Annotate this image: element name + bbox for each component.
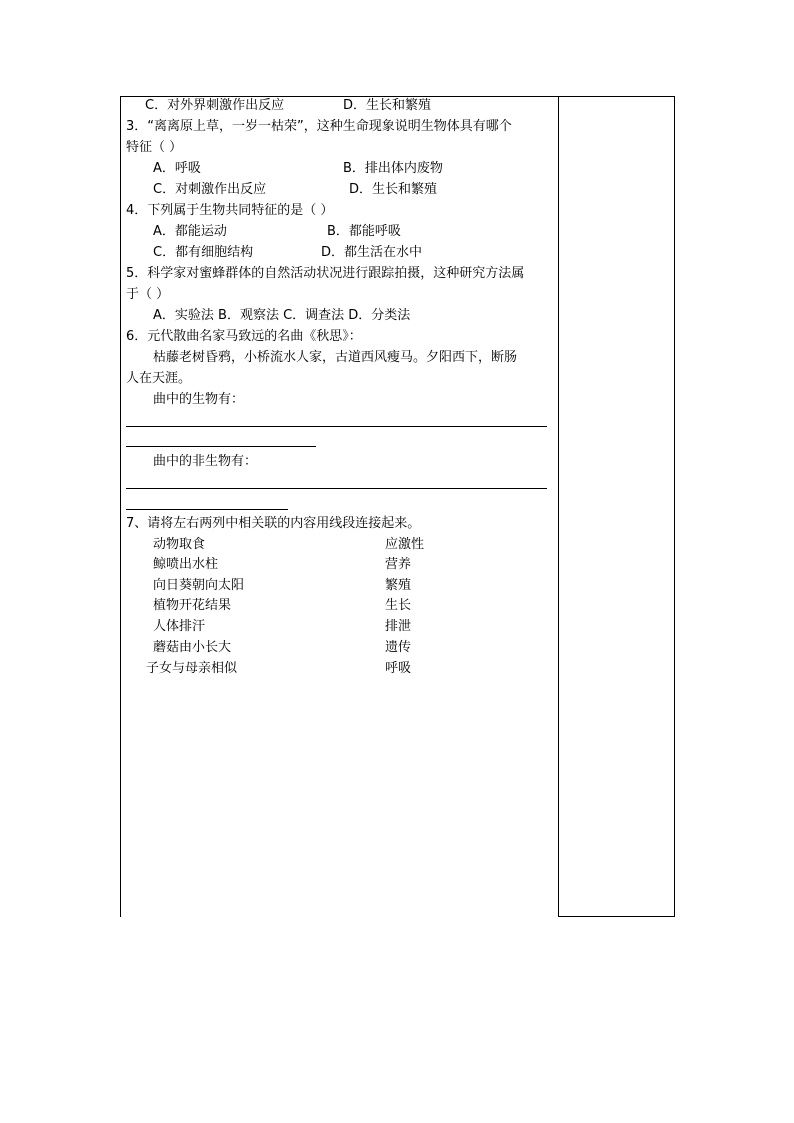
q3-option-c: C．对刺激作出反应 bbox=[153, 182, 267, 197]
q7-right-item: 生长 bbox=[385, 598, 412, 613]
q7-left-item: 动物取食 bbox=[153, 537, 206, 552]
table-border-right bbox=[674, 96, 675, 917]
q7-left-item: 植物开花结果 bbox=[153, 598, 232, 613]
q6-poem-line1: 枯藤老树昏鸦，小桥流水人家，古道西风瘦马。夕阳西下，断肠 bbox=[153, 350, 518, 365]
q7-left-item: 蘑菇由小长大 bbox=[153, 640, 232, 655]
q6-living-label: 曲中的生物有： bbox=[153, 392, 245, 407]
q6-living-answer-line-1 bbox=[126, 426, 547, 427]
q3-stem-line1: 3．“离离原上草，一岁一枯荣”，这种生命现象说明生物体具有哪个 bbox=[126, 119, 512, 134]
q6-nonliving-answer-line-1 bbox=[126, 488, 547, 489]
q2-option-d: D．生长和繁殖 bbox=[343, 98, 432, 113]
q7-right-item: 遗传 bbox=[385, 640, 412, 655]
q5-stem-line1: 5．科学家对蜜蜂群体的自然活动状况进行跟踪拍摄，这种研究方法属 bbox=[126, 266, 525, 281]
q7-right-item: 呼吸 bbox=[385, 661, 412, 676]
q6-nonliving-label: 曲中的非生物有： bbox=[153, 454, 258, 469]
q7-left-item: 向日葵朝向太阳 bbox=[153, 578, 245, 593]
q3-option-a: A．呼吸 bbox=[153, 161, 201, 176]
q7-right-item: 应激性 bbox=[385, 537, 425, 552]
q7-left-item: 人体排汗 bbox=[153, 619, 206, 634]
q7-right-item: 营养 bbox=[385, 557, 412, 572]
table-border-left bbox=[120, 96, 121, 917]
table-column-divider bbox=[558, 96, 559, 917]
q5-stem-line2: 于（ ） bbox=[126, 287, 170, 302]
q4-stem: 4．下列属于生物共同特征的是（ ） bbox=[126, 203, 334, 218]
q6-poem-line2: 人在天涯。 bbox=[126, 371, 192, 386]
q4-option-c: C．都有细胞结构 bbox=[153, 245, 254, 260]
side-cell-bottom-border bbox=[558, 916, 675, 917]
q7-left-item: 鲸喷出水柱 bbox=[153, 557, 219, 572]
q6-living-answer-line-2 bbox=[126, 446, 316, 447]
q2-option-c: C．对外界刺激作出反应 bbox=[145, 98, 285, 113]
q3-option-b: B．排出体内废物 bbox=[343, 161, 443, 176]
q4-option-d: D．都生活在水中 bbox=[321, 245, 423, 260]
q6-nonliving-answer-line-2 bbox=[126, 509, 288, 510]
q3-option-d: D．生长和繁殖 bbox=[349, 182, 438, 197]
q7-left-item: 子女与母亲相似 bbox=[146, 661, 238, 676]
q3-stem-line2: 特征（ ） bbox=[126, 140, 183, 155]
q7-right-item: 排泄 bbox=[385, 619, 412, 634]
q6-stem: 6．元代散曲名家马致远的名曲《秋思》： bbox=[126, 329, 362, 344]
q7-right-item: 繁殖 bbox=[385, 578, 412, 593]
q7-stem: 7、请将左右两列中相关联的内容用线段连接起来。 bbox=[126, 516, 421, 531]
q5-options: A．实验法 B．观察法 C．调查法 D．分类法 bbox=[153, 308, 411, 323]
q4-option-b: B．都能呼吸 bbox=[327, 224, 401, 239]
q4-option-a: A．都能运动 bbox=[153, 224, 227, 239]
